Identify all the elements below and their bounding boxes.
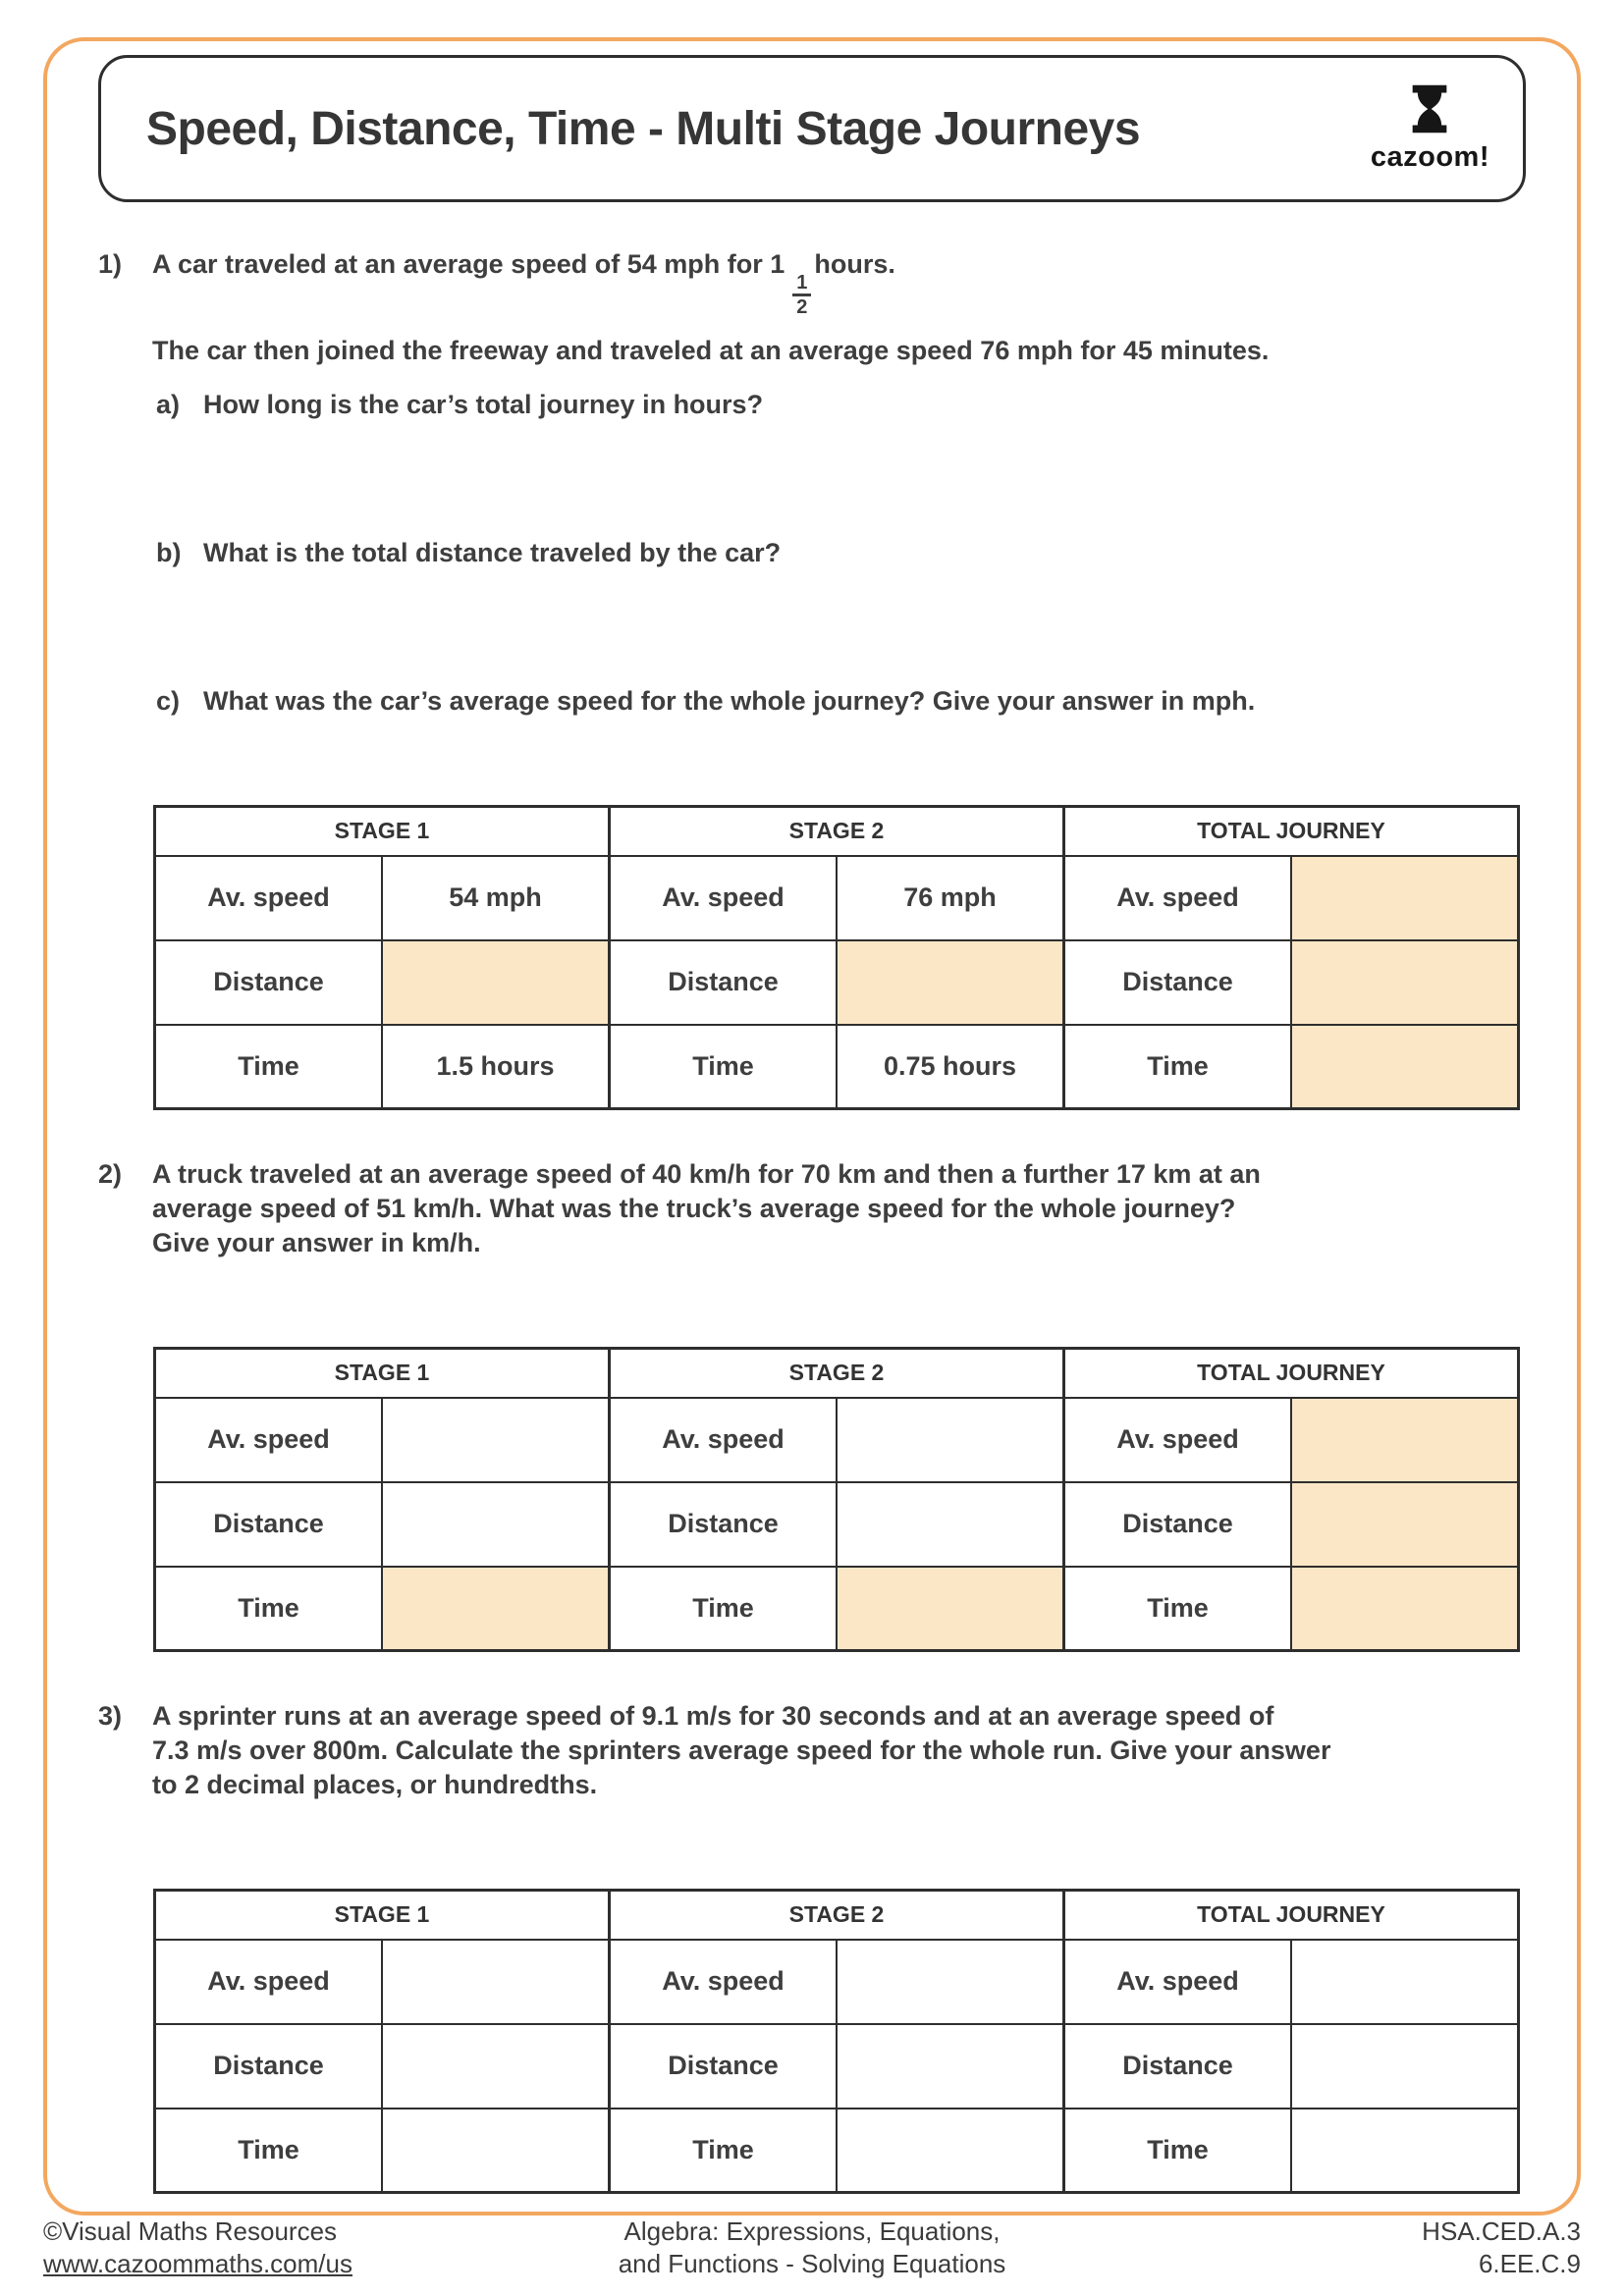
row-label-time: Time [1064, 2109, 1292, 2193]
table-header-stage-1: STAGE 1 [155, 1891, 610, 1940]
answer-cell [837, 1482, 1064, 1567]
question-1-text-before-fraction: A car traveled at an average speed of 54 mph for 1 [152, 249, 785, 279]
question-3 [98, 1699, 1526, 1802]
footer-topic [510, 2216, 1115, 2280]
question-1-number: 1) [98, 249, 123, 279]
question-1-line-1 [152, 247, 1526, 318]
sub-question-b-text: What is the total distance traveled by the car? [203, 538, 782, 567]
answer-cell [1291, 856, 1519, 940]
answer-cell [382, 940, 610, 1025]
row-label-time: Time [1064, 1567, 1292, 1651]
question-3-line-3: to 2 decimal places, or hundredths. [152, 1770, 598, 1799]
table-header-stage-2: STAGE 2 [610, 807, 1064, 856]
table-header-stage-1: STAGE 1 [155, 807, 610, 856]
answer-cell [1291, 2024, 1519, 2109]
answer-space [152, 422, 1526, 516]
row-label-time: Time [155, 2109, 383, 2193]
row-label-av-speed: Av. speed [155, 1940, 383, 2024]
copyright-text: ©Visual Maths Resources [43, 2216, 338, 2246]
question-1 [98, 247, 1526, 719]
question-2-number: 2) [98, 1159, 123, 1189]
table-header-stage-2: STAGE 2 [610, 1349, 1064, 1398]
cazoom-logo-text: cazoom! [1370, 141, 1489, 173]
fraction-numerator: 1 [796, 272, 808, 294]
row-label-distance: Distance [155, 940, 383, 1025]
row-label-distance: Distance [610, 2024, 838, 2109]
table-header-total-journey: TOTAL JOURNEY [1064, 1891, 1519, 1940]
row-label-time: Time [1064, 1025, 1292, 1109]
value-cell: 76 mph [837, 856, 1064, 940]
answer-cell [382, 1482, 610, 1567]
value-cell: 0.75 hours [837, 1025, 1064, 1109]
row-label-av-speed: Av. speed [1064, 856, 1292, 940]
sub-question-b [156, 536, 1526, 570]
value-cell: 1.5 hours [382, 1025, 610, 1109]
question-1-text-after-fraction: hours. [814, 249, 895, 279]
table-header-total-journey: TOTAL JOURNEY [1064, 1349, 1519, 1398]
sub-question-b-label: b) [156, 538, 182, 567]
row-label-distance: Distance [1064, 2024, 1292, 2109]
row-label-distance: Distance [610, 1482, 838, 1567]
value-cell: 54 mph [382, 856, 610, 940]
footer-standards [1114, 2216, 1581, 2280]
stage-table [153, 805, 1520, 1110]
row-label-av-speed: Av. speed [610, 1398, 838, 1482]
row-label-distance: Distance [155, 2024, 383, 2109]
answer-cell [1291, 1398, 1519, 1482]
sub-question-a-text: How long is the car’s total journey in hours? [203, 390, 764, 419]
fraction-one-half [792, 272, 811, 318]
footer-left [43, 2216, 510, 2280]
answer-cell [382, 1940, 610, 2024]
answer-cell [837, 1398, 1064, 1482]
footer [43, 2216, 1581, 2280]
sub-question-c [156, 684, 1526, 719]
hourglass-logo-icon [1405, 83, 1454, 139]
answer-cell [1291, 940, 1519, 1025]
row-label-av-speed: Av. speed [1064, 1398, 1292, 1482]
standard-code-2: 6.EE.C.9 [1478, 2249, 1581, 2278]
stage-table-2 [153, 1347, 1520, 1652]
answer-space [152, 570, 1526, 665]
question-1-line-2: The car then joined the freeway and traveled at an average speed 76 mph for 45 minutes. [152, 336, 1270, 365]
sub-question-a-label: a) [156, 390, 181, 419]
answer-cell [382, 1567, 610, 1651]
row-label-time: Time [610, 2109, 838, 2193]
question-3-line-2: 7.3 m/s over 800m. Calculate the sprinters average speed for the whole run. Give your answer [152, 1735, 1331, 1765]
question-3-line-1: A sprinter runs at an average speed of 9.1 m/s for 30 seconds and at an average speed of [152, 1701, 1274, 1731]
stage-table-1 [153, 805, 1520, 1110]
question-2-line-1: A truck traveled at an average speed of 40 km/h for 70 km and then a further 17 km at an [152, 1159, 1261, 1189]
sub-question-c-text: What was the car’s average speed for the whole journey? Give your answer in mph. [203, 686, 1256, 716]
answer-cell [837, 2109, 1064, 2193]
stage-table [153, 1889, 1520, 2194]
table-header-stage-1: STAGE 1 [155, 1349, 610, 1398]
answer-cell [382, 1398, 610, 1482]
stage-table-3 [153, 1889, 1520, 2194]
page-border [43, 37, 1581, 2216]
topic-line-1: Algebra: Expressions, Equations, [623, 2216, 1001, 2246]
answer-cell [1291, 2109, 1519, 2193]
question-3-number: 3) [98, 1701, 123, 1731]
row-label-distance: Distance [1064, 1482, 1292, 1567]
row-label-time: Time [155, 1025, 383, 1109]
row-label-distance: Distance [1064, 940, 1292, 1025]
stage-table [153, 1347, 1520, 1652]
sub-question-a [156, 388, 1526, 422]
standard-code-1: HSA.CED.A.3 [1422, 2216, 1581, 2246]
answer-cell [837, 1940, 1064, 2024]
row-label-av-speed: Av. speed [155, 1398, 383, 1482]
row-label-av-speed: Av. speed [610, 856, 838, 940]
row-label-time: Time [155, 1567, 383, 1651]
topic-line-2: and Functions - Solving Equations [618, 2249, 1006, 2278]
question-2-line-3: Give your answer in km/h. [152, 1228, 481, 1257]
row-label-av-speed: Av. speed [610, 1940, 838, 2024]
answer-cell [837, 940, 1064, 1025]
row-label-time: Time [610, 1567, 838, 1651]
row-label-distance: Distance [155, 1482, 383, 1567]
cazoom-logo [1371, 83, 1489, 174]
page-title: Speed, Distance, Time - Multi Stage Journeys [146, 102, 1141, 155]
table-header-stage-2: STAGE 2 [610, 1891, 1064, 1940]
answer-cell [1291, 1940, 1519, 2024]
row-label-av-speed: Av. speed [155, 856, 383, 940]
answer-cell [837, 2024, 1064, 2109]
answer-cell [382, 2024, 610, 2109]
fraction-denominator: 2 [792, 294, 811, 318]
sub-question-c-label: c) [156, 686, 181, 716]
question-2-line-2: average speed of 51 km/h. What was the truck’s average speed for the whole journey? [152, 1194, 1236, 1223]
answer-cell [1291, 1567, 1519, 1651]
table-header-total-journey: TOTAL JOURNEY [1064, 807, 1519, 856]
row-label-time: Time [610, 1025, 838, 1109]
header-box [98, 55, 1526, 202]
answer-cell [1291, 1025, 1519, 1109]
row-label-distance: Distance [610, 940, 838, 1025]
row-label-av-speed: Av. speed [1064, 1940, 1292, 2024]
answer-cell [1291, 1482, 1519, 1567]
answer-cell [382, 2109, 610, 2193]
website-link[interactable]: www.cazoommaths.com/us [43, 2249, 352, 2278]
question-2 [98, 1157, 1526, 1260]
answer-cell [837, 1567, 1064, 1651]
